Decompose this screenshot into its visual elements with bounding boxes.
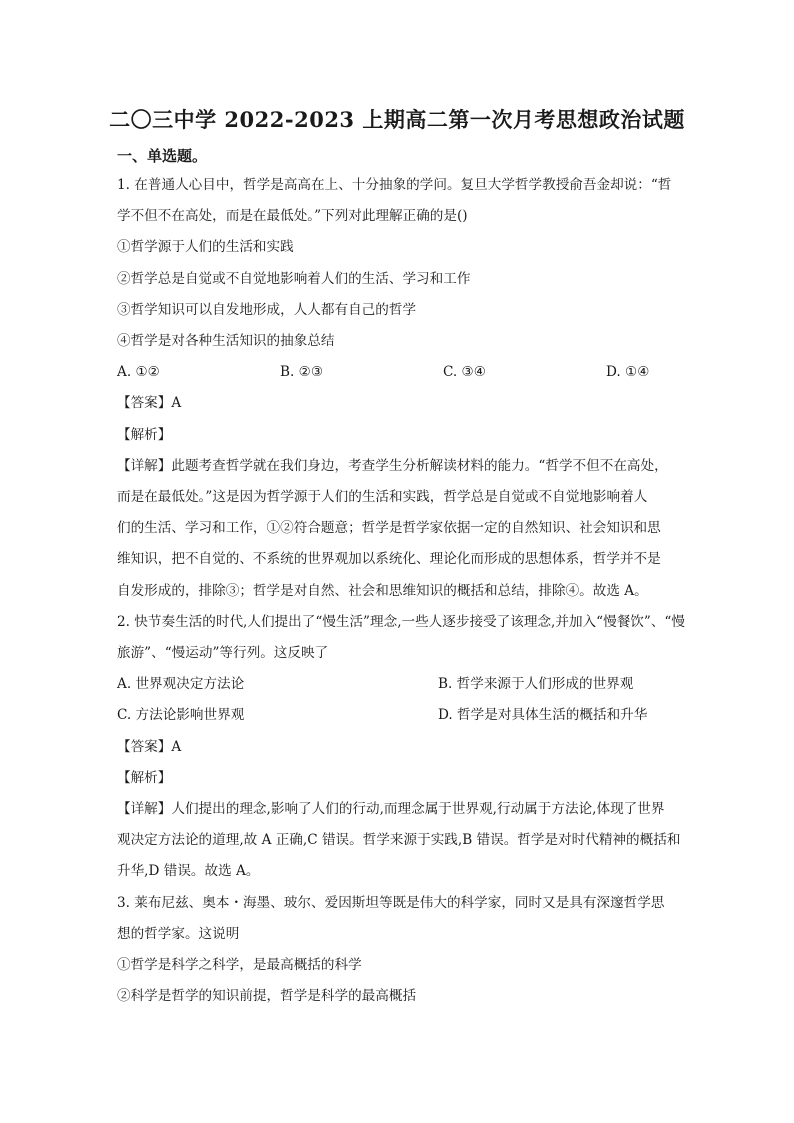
q2-option-a: A. 世界观决定方法论 bbox=[117, 676, 245, 693]
q3-item: ①哲学是科学之科学，是最高概括的科学 bbox=[117, 957, 362, 974]
q1-detail-line bbox=[117, 451, 687, 482]
document-body bbox=[117, 170, 687, 1012]
detail-label: 【详解】 bbox=[117, 457, 172, 474]
q2-option-d: D. 哲学是对具体生活的概括和升华 bbox=[438, 707, 648, 724]
answer-label: 【答案】 bbox=[117, 395, 172, 412]
q1-option-d: D. ①④ bbox=[606, 364, 650, 381]
q1-detail-line: 们的生活、学习和工作，①②符合题意；哲学是哲学家依据一定的自然知识、社会知识和思 bbox=[117, 520, 661, 537]
q1-item: ③哲学知识可以自发地形成，人人都有自己的哲学 bbox=[117, 301, 417, 318]
q3-stem-line: 3. 莱布尼兹、奥本・海墨、玻尔、爱因斯坦等既是伟大的科学家，同时又是具有深邃哲学思 bbox=[117, 894, 665, 911]
q1-detail-line: 而是在最低处。”这是因为哲学源于人们的生活和实践，哲学总是自觉或不自觉地影响着人 bbox=[117, 489, 648, 506]
q2-detail-text: 人们提出的理念,影响了人们的行动,而理念属于世界观,行动属于方法论,体现了世界 bbox=[171, 801, 665, 818]
q1-stem-line: 学不但不在高处，而是在最低处。”下列对此理解正确的是() bbox=[117, 208, 468, 225]
q1-answer-value: A bbox=[171, 395, 182, 412]
q2-detail-line bbox=[117, 794, 687, 825]
page-title: 二〇三中学 2022-2023 上期高二第一次月考思想政治试题 bbox=[109, 107, 685, 132]
q2-analysis-label: 【解析】 bbox=[117, 769, 172, 786]
q2-stem-line: 旅游”、“慢运动”等行列。这反映了 bbox=[117, 645, 329, 662]
q1-detail-line: 自发形成的，排除③；哲学是对自然、社会和思维知识的概括和总结，排除④。故选 A。 bbox=[117, 582, 648, 599]
q2-answer-value: A bbox=[171, 738, 182, 755]
q1-answer bbox=[117, 388, 687, 419]
q2-detail-line: 升华,D 错误。故选 A。 bbox=[117, 863, 260, 880]
q2-options-row bbox=[117, 700, 687, 731]
q1-item: ①哲学源于人们的生活和实践 bbox=[117, 239, 294, 256]
q1-detail-line: 维知识，把不自觉的、不系统的世界观加以系统化、理论化而形成的思想体系，哲学并不是 bbox=[117, 551, 661, 568]
q3-item: ②科学是哲学的知识前提，哲学是科学的最高概括 bbox=[117, 988, 417, 1005]
q1-item: ④哲学是对各种生活知识的抽象总结 bbox=[117, 333, 335, 350]
q2-option-c: C. 方法论影响世界观 bbox=[117, 707, 245, 724]
q1-item: ②哲学总是自觉或不自觉地影响着人们的生活、学习和工作 bbox=[117, 270, 471, 287]
q3-stem-line: 想的哲学家。这说明 bbox=[117, 925, 240, 942]
q1-detail-text: 此题考查哲学就在我们身边，考查学生分析解读材料的能力。“哲学不但不在高处， bbox=[171, 457, 668, 474]
q1-stem-line: 1. 在普通人心目中，哲学是高高在上、十分抽象的学问。复旦大学哲学教授俞吾金却说：“哲 bbox=[117, 177, 672, 193]
q1-options bbox=[117, 357, 687, 388]
q2-answer bbox=[117, 732, 687, 763]
q2-option-b: B. 哲学来源于人们形成的世界观 bbox=[438, 676, 634, 693]
section-heading: 一、单选题。 bbox=[117, 147, 208, 165]
q1-option-b: B. ②③ bbox=[280, 364, 324, 381]
q2-stem-line: 2. 快节奏生活的时代,人们提出了“慢生活”理念,一些人逐步接受了该理念,并加入“慢餐饮”、“慢 bbox=[117, 613, 685, 630]
q1-analysis-label: 【解析】 bbox=[117, 426, 172, 443]
q2-options-row bbox=[117, 669, 687, 700]
detail-label: 【详解】 bbox=[117, 801, 172, 818]
q1-option-a: A. ①② bbox=[117, 364, 160, 381]
q2-detail-line: 观决定方法论的道理,故 A 正确,C 错误。哲学来源于实践,B 错误。哲学是对时代精神的概括和 bbox=[117, 832, 681, 849]
q1-option-c: C. ③④ bbox=[443, 364, 486, 381]
answer-label: 【答案】 bbox=[117, 738, 172, 755]
